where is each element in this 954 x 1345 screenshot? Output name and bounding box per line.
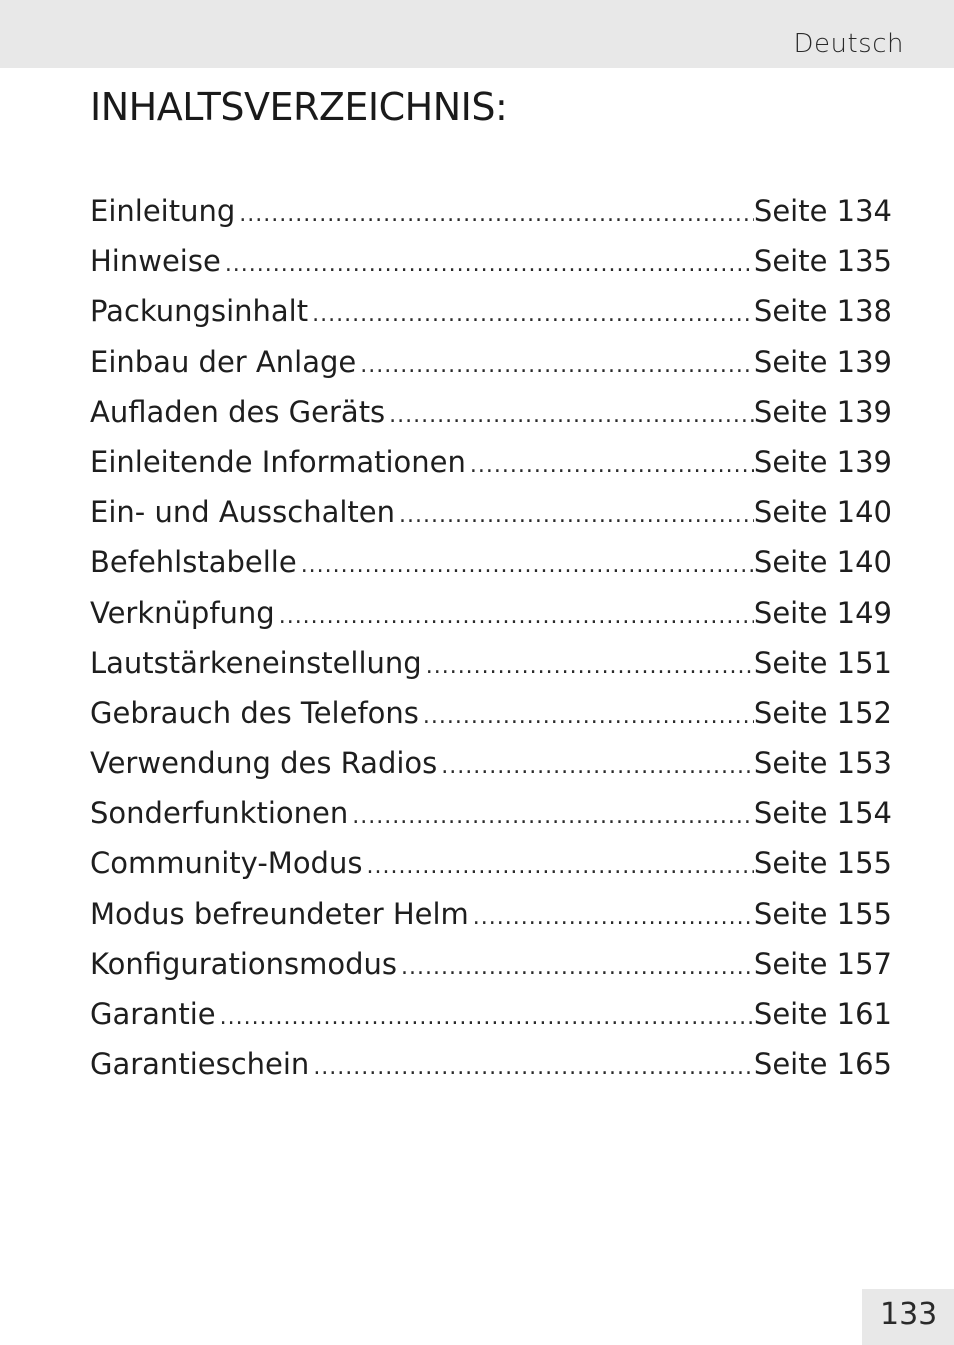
toc-entry-label: Sonderfunktionen (90, 796, 349, 831)
toc-leader-dots (389, 391, 754, 441)
toc-entry-page: Seite 165 (753, 1047, 892, 1082)
toc-entry-page: Seite 154 (753, 796, 892, 831)
toc-entry-label: Konfigurationsmodus (90, 946, 397, 981)
toc-entry (90, 286, 892, 336)
toc-entry-label: Community-Modus (90, 846, 363, 881)
toc-leader-dots (225, 240, 754, 290)
toc-entry-label: Garantieschein (90, 1047, 310, 1082)
toc-entry (90, 1039, 892, 1089)
toc-leader-dots (352, 792, 754, 842)
toc-leader-dots (239, 190, 754, 240)
toc-leader-dots (220, 993, 754, 1043)
page-number: 133 (880, 1297, 938, 1332)
toc-leader-dots (399, 491, 754, 541)
toc-entry (90, 236, 892, 286)
toc-leader-dots (423, 692, 754, 742)
toc-entry-page: Seite 161 (753, 997, 892, 1031)
toc-leader-dots (366, 842, 753, 892)
toc-entry (90, 738, 892, 788)
toc-entry (90, 638, 892, 688)
toc-entry-label: Befehlstabelle (90, 545, 297, 580)
toc-entry-label: Aufladen des Geräts (90, 394, 386, 429)
toc-entry-label: Hinweise (90, 244, 221, 279)
toc-entry-label: Einleitende Informationen (90, 444, 466, 479)
toc-entry-page: Seite 138 (753, 294, 892, 329)
toc-entry (90, 537, 892, 587)
toc-entry-label: Lautstärkeneinstellung (90, 645, 422, 680)
toc-entry (90, 889, 892, 939)
table-of-contents (90, 186, 892, 1089)
toc-entry-label: Packungsinhalt (90, 294, 309, 329)
toc-entry (90, 387, 892, 437)
toc-entry-label: Garantie (90, 997, 216, 1031)
language-label: Deutsch (793, 29, 904, 59)
toc-entry-label: Modus befreundeter Helm (90, 896, 469, 931)
toc-entry-page: Seite 149 (753, 595, 892, 630)
toc-leader-dots (279, 592, 754, 642)
toc-leader-dots (473, 893, 754, 943)
toc-entry (90, 588, 892, 638)
toc-leader-dots (426, 642, 754, 692)
toc-entry-page: Seite 134 (753, 194, 892, 228)
toc-entry-label: Gebrauch des Telefons (90, 695, 419, 730)
toc-entry (90, 788, 892, 838)
toc-leader-dots (313, 1043, 754, 1093)
toc-entry-page: Seite 139 (753, 394, 892, 429)
toc-entry-label: Einleitung (90, 194, 236, 228)
toc-entry (90, 989, 892, 1039)
toc-leader-dots (360, 341, 754, 391)
toc-entry-page: Seite 152 (753, 695, 892, 730)
toc-entry-page: Seite 140 (753, 545, 892, 580)
toc-entry (90, 487, 892, 537)
toc-entry-page: Seite 139 (753, 444, 892, 479)
toc-entry-page: Seite 135 (753, 244, 892, 279)
toc-entry-page: Seite 155 (753, 846, 892, 881)
toc-entry (90, 337, 892, 387)
toc-leader-dots (312, 290, 754, 340)
toc-entry (90, 186, 892, 236)
toc-leader-dots (401, 943, 754, 993)
toc-entry-page: Seite 151 (753, 645, 892, 680)
toc-entry-label: Einbau der Anlage (90, 344, 357, 379)
toc-entry (90, 939, 892, 989)
toc-entry-page: Seite 157 (753, 946, 892, 981)
toc-entry-label: Ein- und Ausschalten (90, 495, 396, 530)
toc-entry-page: Seite 153 (753, 746, 892, 781)
page-number-box (862, 1289, 954, 1345)
toc-entry (90, 688, 892, 738)
toc-entry-page: Seite 139 (753, 344, 892, 379)
header-band (0, 0, 954, 68)
toc-leader-dots (470, 441, 754, 491)
page-title: INHALTSVERZEICHNIS: (90, 85, 508, 129)
toc-leader-dots (441, 742, 754, 792)
toc-entry-label: Verwendung des Radios (90, 746, 438, 781)
toc-entry (90, 437, 892, 487)
toc-entry (90, 838, 892, 888)
toc-entry-page: Seite 155 (753, 896, 892, 931)
toc-entry-page: Seite 140 (753, 495, 892, 530)
toc-entry-label: Verknüpfung (90, 595, 275, 630)
toc-leader-dots (301, 541, 754, 591)
